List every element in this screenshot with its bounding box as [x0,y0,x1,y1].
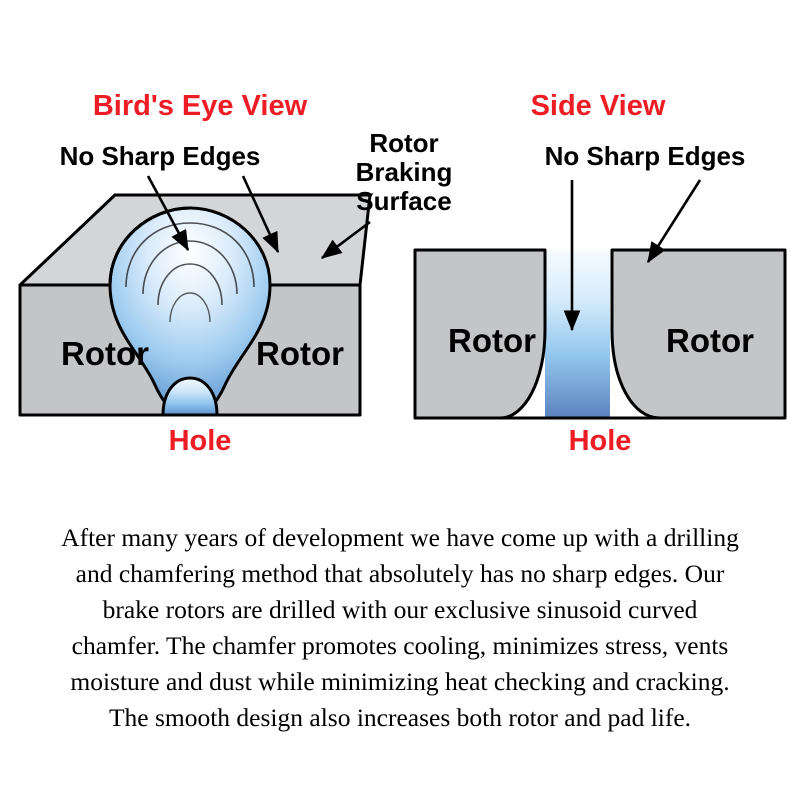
left-no-sharp-edges-label: No Sharp Edges [59,141,261,171]
rotor-braking-surface-label-line2: Braking [355,157,453,187]
birds-eye-view-group [20,90,452,457]
side-hole-channel [545,250,610,418]
side-view-group [415,90,785,457]
side-rotor-label-right: Rotor [666,322,754,359]
caption-line-5: moisture and dust while minimizing heat checking and cracking. [70,667,730,696]
rotor-braking-surface-label-line1: Rotor [369,128,439,158]
caption-line-4: chamfer. The chamfer promotes cooling, minimizes stress, vents [71,631,729,660]
rotor-braking-surface-label-line3: Surface [356,186,452,216]
left-hole-label: Hole [168,425,232,457]
side-rotor-label-left: Rotor [448,322,536,359]
left-rotor-label-right: Rotor [256,335,344,372]
right-no-sharp-edges-label: No Sharp Edges [544,141,746,171]
caption-line-6: The smooth design also increases both rotor and pad life. [108,703,692,732]
right-hole-label: Hole [568,425,632,457]
caption-block [0,520,800,736]
left-rotor-label-left: Rotor [61,335,149,372]
caption-line-1: After many years of development we have come up with a drilling [61,523,739,552]
birds-eye-view-title: Bird's Eye View [92,90,308,122]
caption-line-3: brake rotors are drilled with our exclusive sinusoid curved [102,595,698,624]
caption-line-2: and chamfering method that absolutely has no sharp edges. Our [75,559,725,588]
side-view-title: Side View [530,90,666,122]
